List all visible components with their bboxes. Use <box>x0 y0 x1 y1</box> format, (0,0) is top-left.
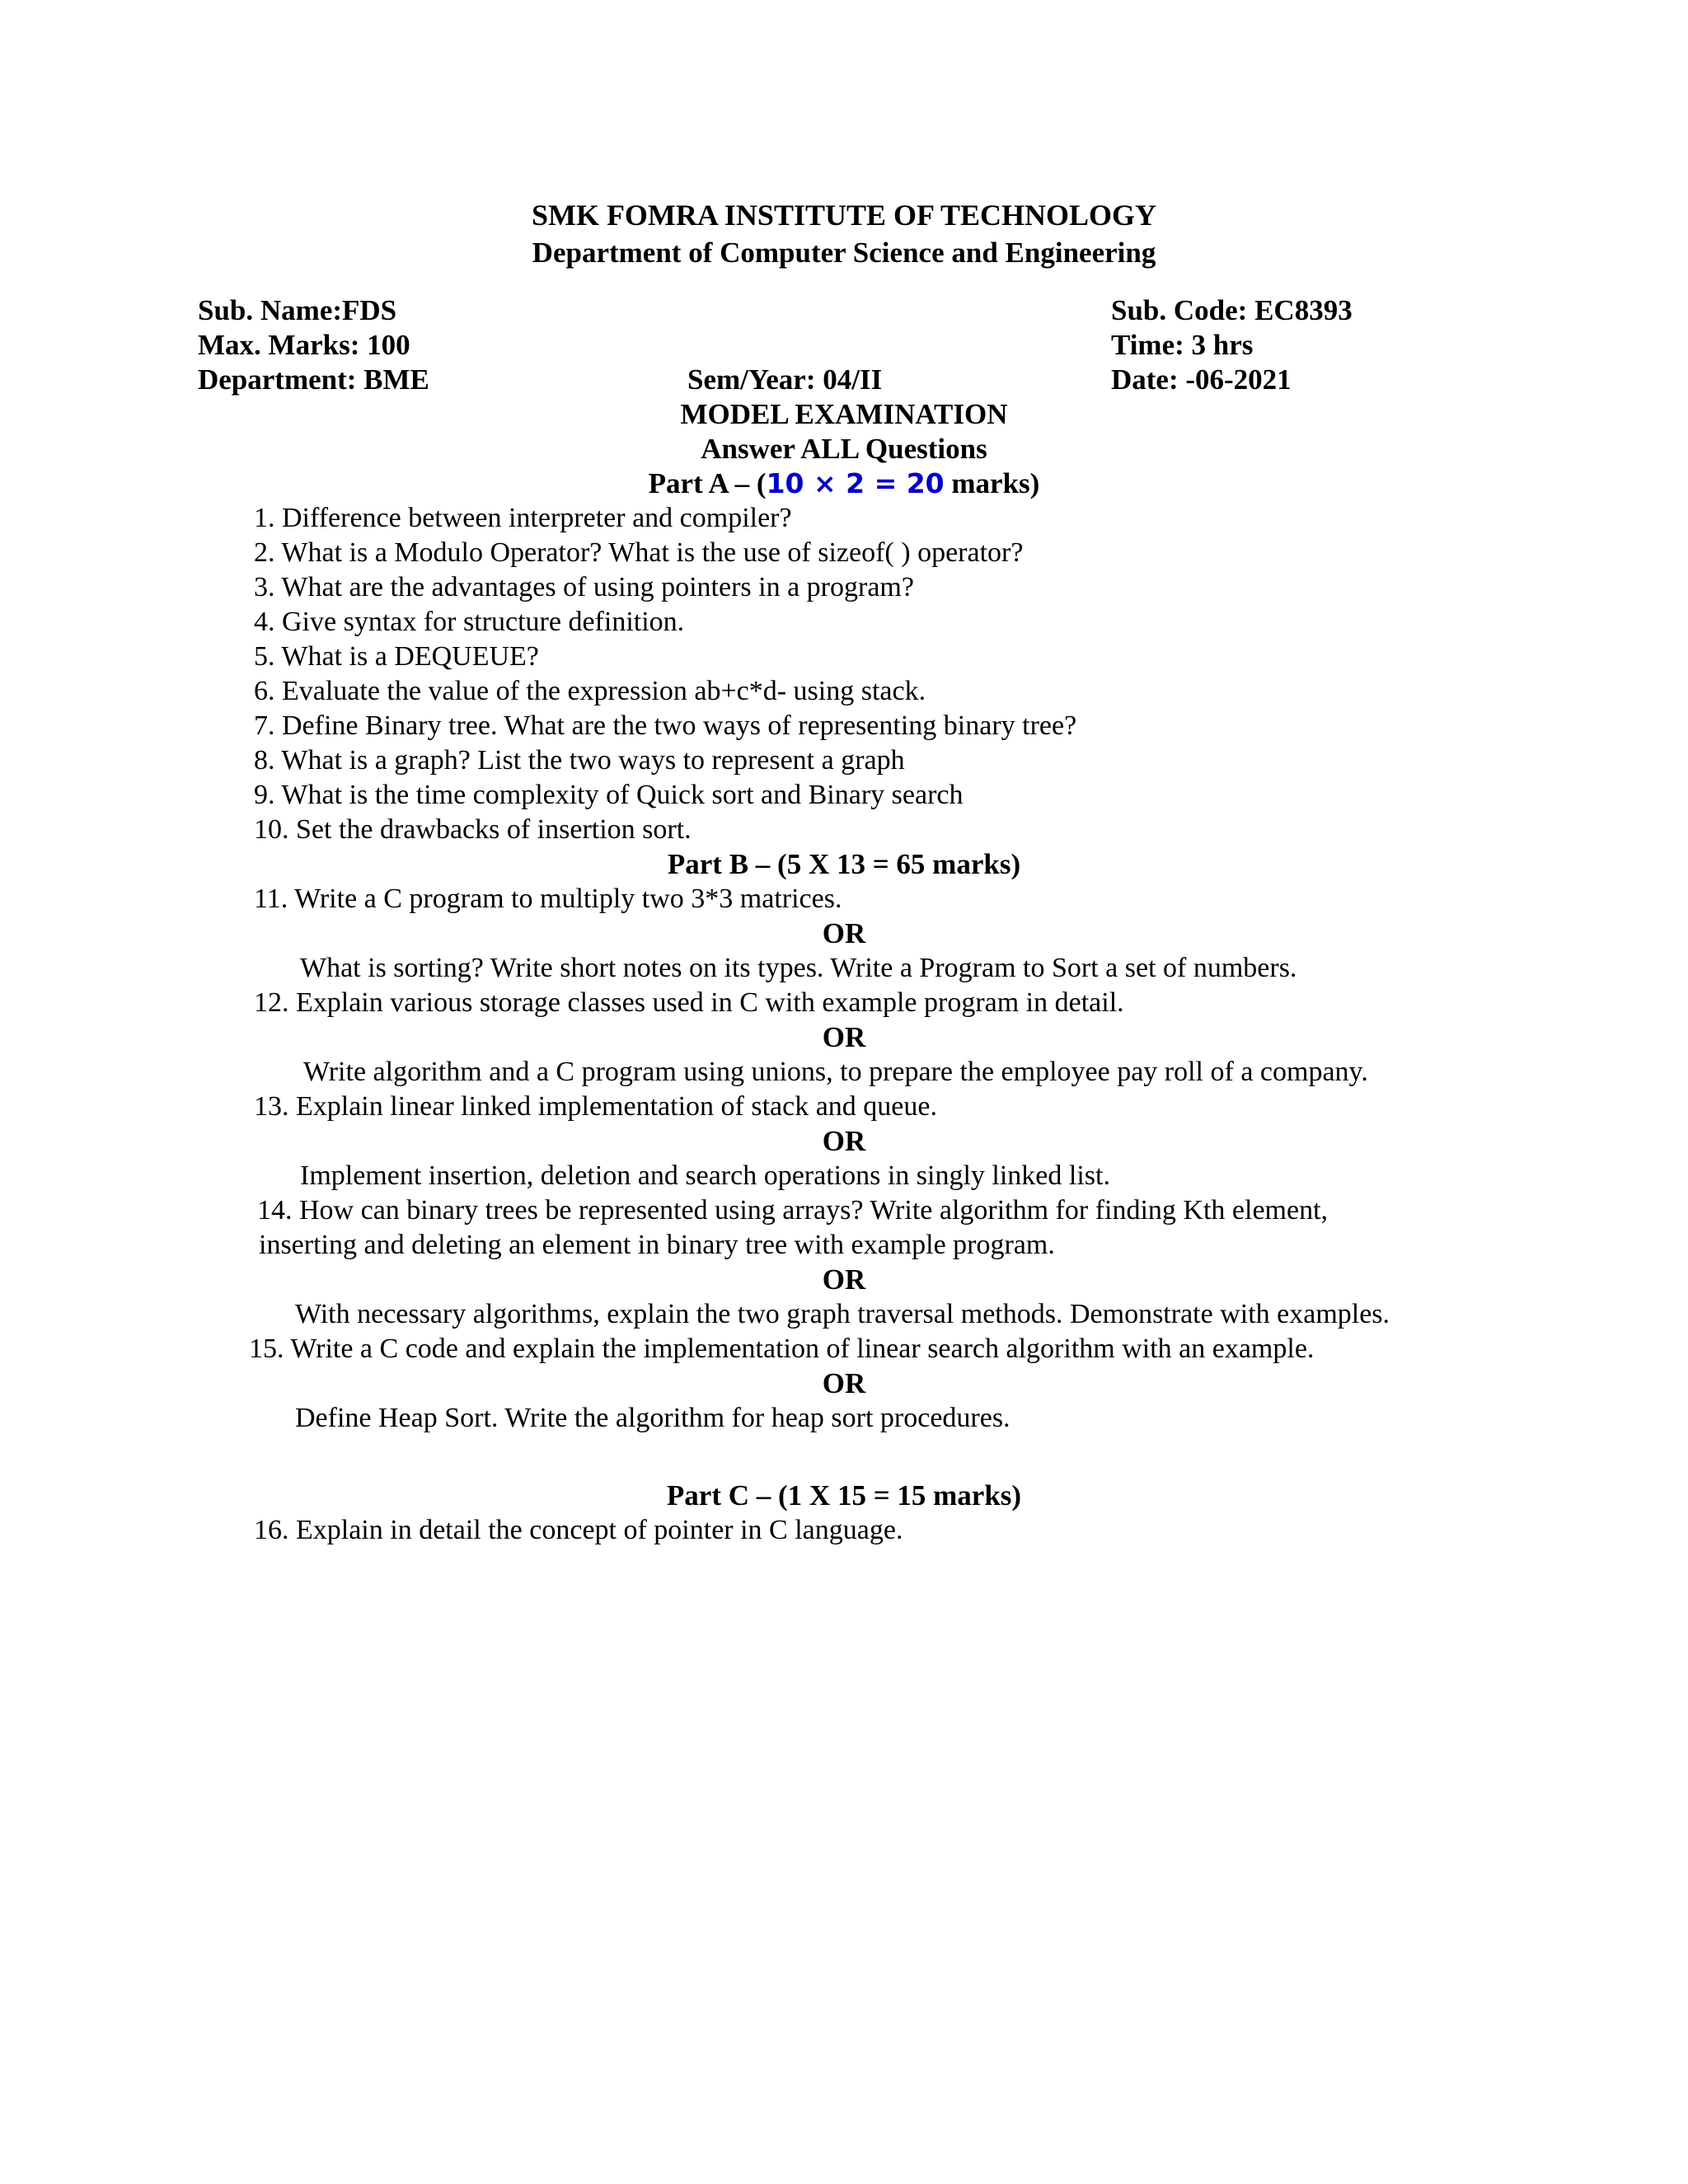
question-14-continued: inserting and deleting an element in binary tree with example program. <box>259 1230 1055 1260</box>
or-separator: OR <box>822 1021 866 1053</box>
question-12-alternative: Write algorithm and a C program using unions, to prepare the employee pay roll of a company. <box>303 1057 1368 1087</box>
semester-year: Sem/Year: 04/II <box>687 363 883 396</box>
part-a-prefix: Part A – ( <box>648 467 767 499</box>
question-3: 3. What are the advantages of using pointers in a program? <box>254 572 914 602</box>
question-8: 8. What is a graph? List the two ways to represent a graph <box>254 745 905 776</box>
or-separator: OR <box>822 1367 866 1399</box>
question-1: 1. Difference between interpreter and compiler? <box>254 503 792 533</box>
department-label: Department: BME <box>198 363 429 396</box>
question-13: 13. Explain linear linked implementation of stack and queue. <box>254 1091 937 1122</box>
question-11: 11. Write a C program to multiply two 3*3 matrices. <box>254 883 842 914</box>
question-10: 10. Set the drawbacks of insertion sort. <box>254 814 692 845</box>
exam-title: MODEL EXAMINATION <box>680 398 1008 430</box>
exam-date: Date: -06-2021 <box>1111 363 1292 396</box>
question-11-alternative: What is sorting? Write short notes on its types. Write a Program to Sort a set of numbers. <box>300 953 1297 983</box>
department-heading: Department of Computer Science and Engineering <box>532 237 1156 269</box>
question-15-alternative: Define Heap Sort. Write the algorithm for heap sort procedures. <box>295 1403 1010 1433</box>
question-5: 5. What is a DEQUEUE? <box>254 641 539 672</box>
max-marks: Max. Marks: 100 <box>198 329 410 361</box>
or-separator: OR <box>822 1125 866 1157</box>
subject-code: Sub. Code: EC8393 <box>1111 294 1353 326</box>
question-7: 7. Define Binary tree. What are the two ways of representing binary tree? <box>254 710 1077 741</box>
institute-name: SMK FOMRA INSTITUTE OF TECHNOLOGY <box>531 199 1157 232</box>
part-a-formula: 10 × 2 = 20 <box>766 467 945 499</box>
question-15: 15. Write a C code and explain the implementation of linear search algorithm with an example. <box>249 1333 1315 1364</box>
part-a-suffix: marks) <box>944 467 1040 499</box>
subject-name: Sub. Name:FDS <box>198 294 397 326</box>
or-separator: OR <box>822 917 866 949</box>
question-6: 6. Evaluate the value of the expression ab+c*d- using stack. <box>254 676 926 706</box>
part-c-heading: Part C – (1 X 15 = 15 marks) <box>666 1479 1022 1511</box>
question-14: 14. How can binary trees be represented using arrays? Write algorithm for finding Kth element, <box>257 1195 1329 1226</box>
question-14-alternative: With necessary algorithms, explain the two graph traversal methods. Demonstrate with examples. <box>295 1299 1390 1329</box>
question-4: 4. Give syntax for structure definition. <box>254 607 685 637</box>
part-a-heading <box>0 466 1688 501</box>
part-b-heading: Part B – (5 X 13 = 65 marks) <box>667 848 1021 880</box>
question-2: 2. What is a Modulo Operator? What is the use of sizeof( ) operator? <box>254 537 1024 568</box>
question-13-alternative: Implement insertion, deletion and search operations in singly linked list. <box>300 1160 1110 1191</box>
exam-time: Time: 3 hrs <box>1111 329 1254 361</box>
question-16: 16. Explain in detail the concept of pointer in C language. <box>254 1515 903 1545</box>
question-9: 9. What is the time complexity of Quick sort and Binary search <box>254 780 964 810</box>
question-12: 12. Explain various storage classes used in C with example program in detail. <box>254 987 1124 1018</box>
or-separator: OR <box>822 1263 866 1296</box>
exam-instruction: Answer ALL Questions <box>701 433 987 465</box>
